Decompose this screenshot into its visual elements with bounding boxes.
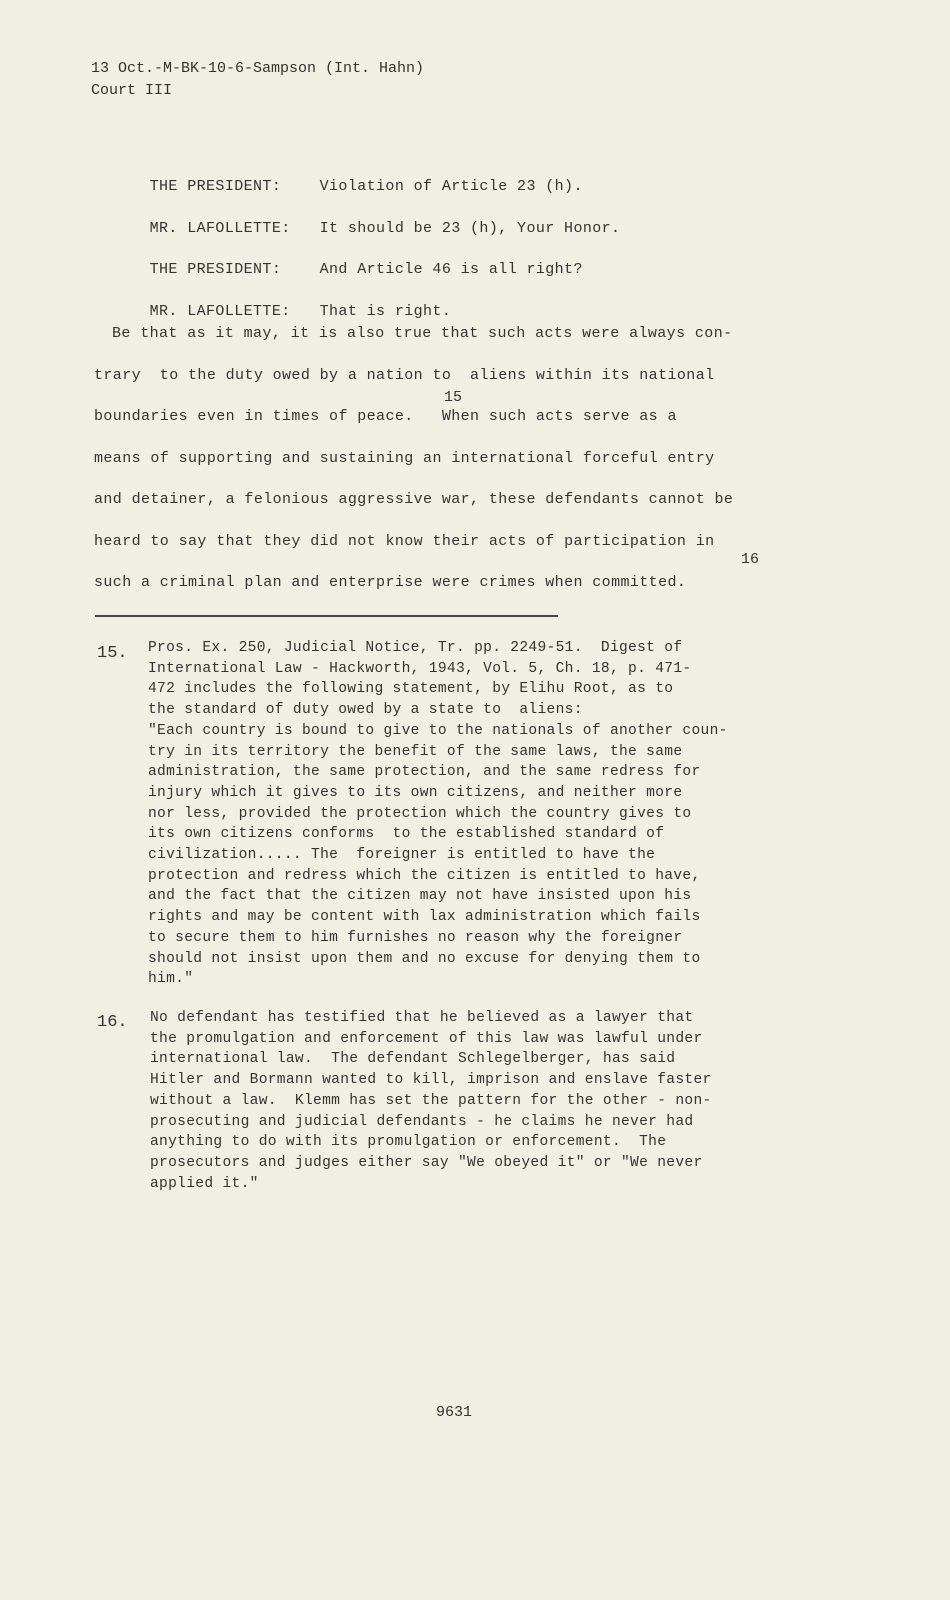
footnote-line: rights and may be content with lax administration which fails bbox=[148, 909, 701, 926]
footnote-line: prosecuting and judicial defendants - he claims he never had bbox=[150, 1113, 694, 1130]
footnote-line: try in its territory the benefit of the same laws, the same bbox=[148, 743, 683, 760]
body-line: boundaries even in times of peace. When such acts serve as a bbox=[94, 408, 677, 425]
footnote-15-text bbox=[148, 638, 728, 990]
footnote-number: 16. bbox=[97, 1013, 128, 1032]
speaker-label: THE PRESIDENT: bbox=[149, 178, 282, 195]
footnote-line: and the fact that the citizen may not have insisted upon his bbox=[148, 888, 692, 905]
footnote-line: should not insist upon them and no excuse for denying them to bbox=[148, 950, 701, 967]
footnote-line: the promulgation and enforcement of this law was lawful under bbox=[150, 1030, 703, 1047]
footnote-line: international law. The defendant Schlegelberger, has said bbox=[150, 1051, 676, 1068]
footnote-line: prosecutors and judges either say "We obeyed it" or "We never bbox=[150, 1154, 703, 1171]
page-number: 9631 bbox=[436, 1404, 473, 1421]
footnote-line: anything to do with its promulgation or enforcement. The bbox=[150, 1134, 667, 1151]
footnote-line: nor less, provided the protection which the country gives to bbox=[148, 805, 692, 822]
speaker-label: MR. LAFOLLETTE: bbox=[149, 220, 291, 237]
footnote-line: to secure them to him furnishes no reason why the foreigner bbox=[148, 929, 683, 946]
footnote-line: administration, the same protection, and the same redress for bbox=[148, 764, 701, 781]
document-header bbox=[91, 58, 424, 102]
footnote-line: without a law. Klemm has set the pattern for the other - non- bbox=[150, 1092, 712, 1109]
footnote-line: protection and redress which the citizen is entitled to have, bbox=[148, 867, 701, 884]
footnote-line: him." bbox=[148, 971, 194, 988]
body-line: heard to say that they did not know their acts of participation in bbox=[94, 533, 715, 550]
dialogue-text: And Article 46 is all right? bbox=[319, 261, 583, 278]
dialogue-text: Violation of Article 23 (h). bbox=[319, 178, 583, 195]
footnote-line: civilization..... The foreigner is entitled to have the bbox=[148, 847, 656, 864]
court-label: Court III bbox=[91, 82, 173, 99]
footnote-reference-15: 15 bbox=[444, 389, 463, 406]
speaker-label: THE PRESIDENT: bbox=[149, 261, 282, 278]
footnote-line: No defendant has testified that he believed as a lawyer that bbox=[150, 1010, 694, 1026]
footnote-line: injury which it gives to its own citizens, and neither more bbox=[148, 784, 683, 801]
body-line: and detainer, a felonious aggressive war, these defendants cannot be bbox=[94, 491, 734, 508]
speaker-label: MR. LAFOLLETTE: bbox=[149, 303, 291, 320]
footnote-line: applied it." bbox=[150, 1175, 259, 1192]
footnote-line: "Each country is bound to give to the nationals of another coun- bbox=[148, 722, 728, 739]
footnote-reference-16: 16 bbox=[741, 551, 760, 568]
body-line: Be that as it may, it is also true that such acts were always con- bbox=[112, 325, 733, 342]
footnote-line: the standard of duty owed by a state to aliens: bbox=[148, 702, 583, 719]
case-reference: 13 Oct.-M-BK-10-6-Sampson (Int. Hahn) bbox=[91, 60, 425, 77]
footnote-16-text bbox=[150, 1008, 712, 1194]
footnote-divider bbox=[95, 615, 558, 617]
footnote-line: Hitler and Bormann wanted to kill, imprison and enslave faster bbox=[150, 1072, 712, 1089]
footnote-line: Pros. Ex. 250, Judicial Notice, Tr. pp. 2249-51. Digest of bbox=[148, 640, 683, 656]
dialogue-text: That is right. bbox=[319, 303, 452, 320]
footnote-line: 472 includes the following statement, by Elihu Root, as to bbox=[148, 681, 674, 698]
footnote-number: 15. bbox=[97, 644, 128, 663]
body-line: such a criminal plan and enterprise were crimes when committed. bbox=[94, 574, 687, 591]
footnote-line: its own citizens conforms to the established standard of bbox=[148, 826, 665, 843]
footnote-line: International Law - Hackworth, 1943, Vol. 5, Ch. 18, p. 471- bbox=[148, 660, 692, 677]
body-line: means of supporting and sustaining an international forceful entry bbox=[94, 450, 715, 467]
dialogue-text: It should be 23 (h), Your Honor. bbox=[319, 220, 621, 237]
body-line: trary to the duty owed by a nation to aliens within its national bbox=[94, 367, 715, 384]
